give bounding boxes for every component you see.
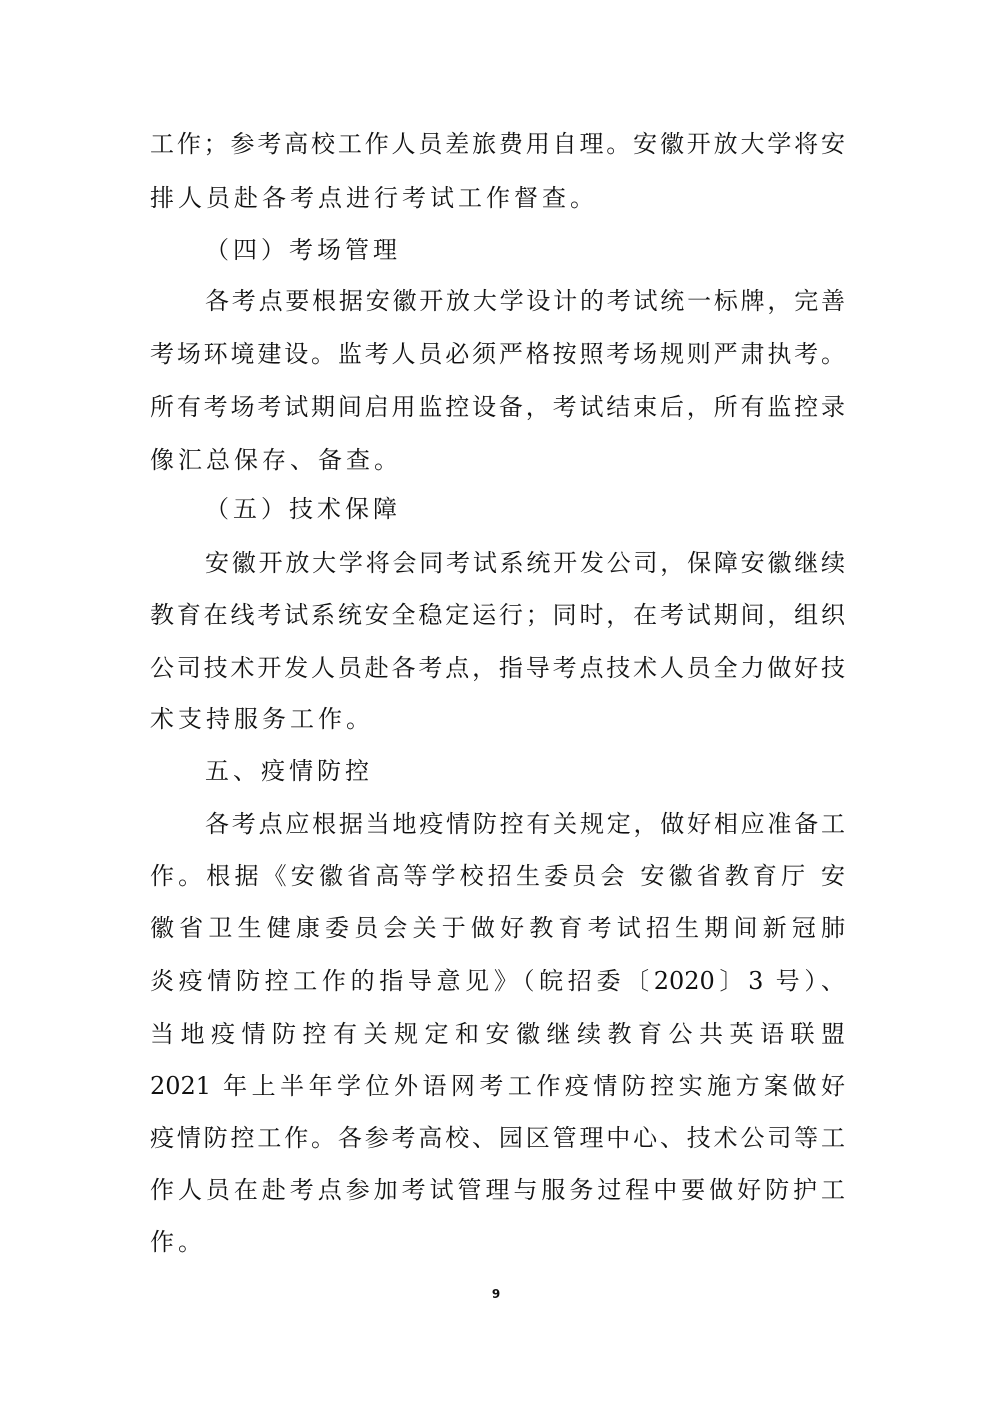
body-text-line: 术支持服务工作。: [150, 705, 374, 733]
body-text-line: 安徽开放大学将会同考试系统开发公司，保障安徽继续: [205, 549, 845, 577]
body-text-line: 各考点应根据当地疫情防控有关规定，做好相应准备工: [205, 810, 845, 838]
body-text-line: 疫情防控工作。各参考高校、园区管理中心、技术公司等工: [150, 1124, 845, 1152]
body-text-line: 作人员在赴考点参加考试管理与服务过程中要做好防护工: [150, 1176, 845, 1204]
body-text-line: 徽省卫生健康委员会关于做好教育考试招生期间新冠肺: [150, 914, 845, 942]
body-text-line: 像汇总保存、备查。: [150, 446, 402, 474]
body-text-line: 所有考场考试期间启用监控设备，考试结束后，所有监控录: [150, 393, 845, 421]
section-heading: （五）技术保障: [205, 495, 401, 523]
body-text-line: 作。根据《安徽省高等学校招生委员会 安徽省教育厅 安: [150, 862, 845, 890]
body-text-line: 炎疫情防控工作的指导意见》（皖招委〔2020〕3 号）、: [150, 967, 845, 995]
body-text-line: 作。: [150, 1228, 206, 1256]
body-text-line: 考场环境建设。监考人员必须严格按照考场规则严肃执考。: [150, 340, 845, 368]
page-number: 9: [491, 1287, 501, 1301]
body-text-line: 当地疫情防控有关规定和安徽继续教育公共英语联盟: [150, 1020, 845, 1048]
body-text-line: 公司技术开发人员赴各考点，指导考点技术人员全力做好技: [150, 654, 845, 682]
body-text-line: 2021 年上半年学位外语网考工作疫情防控实施方案做好: [150, 1072, 845, 1100]
section-heading: 五、疫情防控: [205, 757, 373, 785]
body-text-line: 排人员赴各考点进行考试工作督查。: [150, 184, 598, 212]
body-text-line: 工作；参考高校工作人员差旅费用自理。安徽开放大学将安: [150, 130, 845, 158]
body-text-line: 各考点要根据安徽开放大学设计的考试统一标牌，完善: [205, 287, 845, 315]
body-text-line: 教育在线考试系统安全稳定运行；同时，在考试期间，组织: [150, 601, 845, 629]
section-heading: （四）考场管理: [205, 236, 401, 264]
